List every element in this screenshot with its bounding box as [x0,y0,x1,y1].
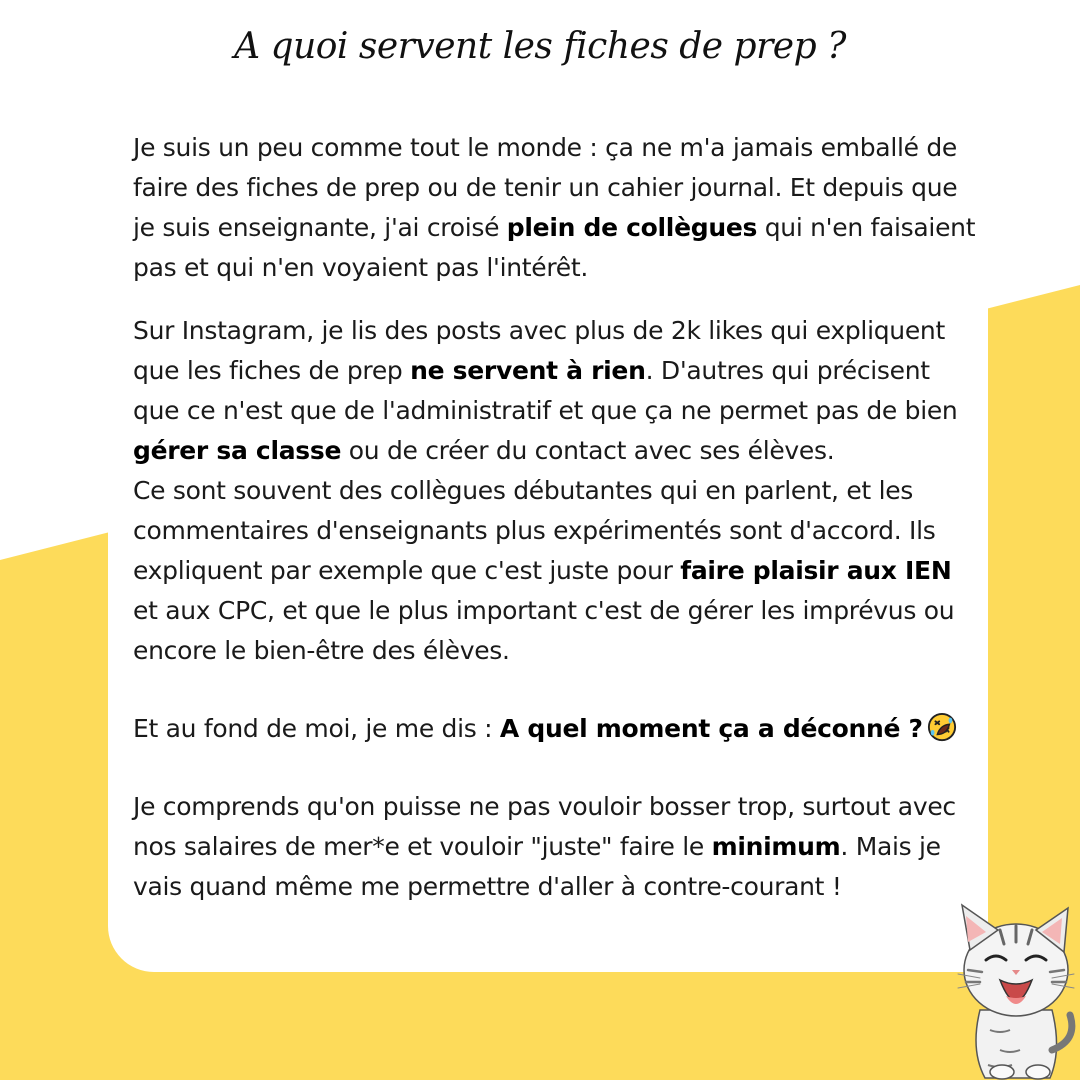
paragraph-2 [133,311,983,471]
emphasis-text: plein de collègues [506,213,758,242]
paragraph-3 [133,471,983,671]
article-body [133,128,983,907]
paragraph-5 [133,787,983,907]
text-span: et aux CPC, et que le plus important c'est de gérer les imprévus ou encore le bien-être des élèves. [133,596,955,665]
emphasis-text: gérer sa classe [133,436,342,465]
text-span: . Mais je vais quand même me permettre d'aller à contre-courant ! [133,832,941,901]
paragraph-4 [133,709,983,749]
emphasis-text: A quel moment ça a déconné ? [499,714,923,743]
laughing-kitten-icon [940,900,1080,1080]
rolling-on-floor-laughing-emoji-icon [927,712,957,742]
text-span: Ce sont souvent des collègues débutantes qui en parlent, et les commentaires d'enseignants plus expérimentés sont d'accord. Ils expliquent par exemple que c'est juste pour [133,476,936,585]
emphasis-text: ne servent à rien [410,356,646,385]
paragraph-1 [133,128,983,288]
text-span: Je comprends qu'on puisse ne pas vouloir bosser trop, surtout avec nos salaires de mer*e et vouloir "juste" faire le [133,792,956,861]
emphasis-text: faire plaisir aux IEN [680,556,952,585]
emphasis-text: minimum [711,832,841,861]
text-span: Sur Instagram, je lis des posts avec plus de 2k likes qui expliquent que les fiches de prep [133,316,945,385]
text-span: ou de créer du contact avec ses élèves. [341,436,835,465]
text-span: . D'autres qui précisent que ce n'est que de l'administratif et que ça ne permet pas de bien [133,356,958,425]
text-span: Je suis un peu comme tout le monde : ça ne m'a jamais emballé de faire des fiches de prep ou de tenir un cahier journal. Et depuis que je suis enseignante, j'ai croisé [133,133,958,242]
page-title: A quoi servent les fiches de prep ? [234,26,846,67]
text-span: Et au fond de moi, je me dis : [133,714,500,743]
text-span: qui n'en faisaient pas et qui n'en voyaient pas l'intérêt. [133,213,976,282]
